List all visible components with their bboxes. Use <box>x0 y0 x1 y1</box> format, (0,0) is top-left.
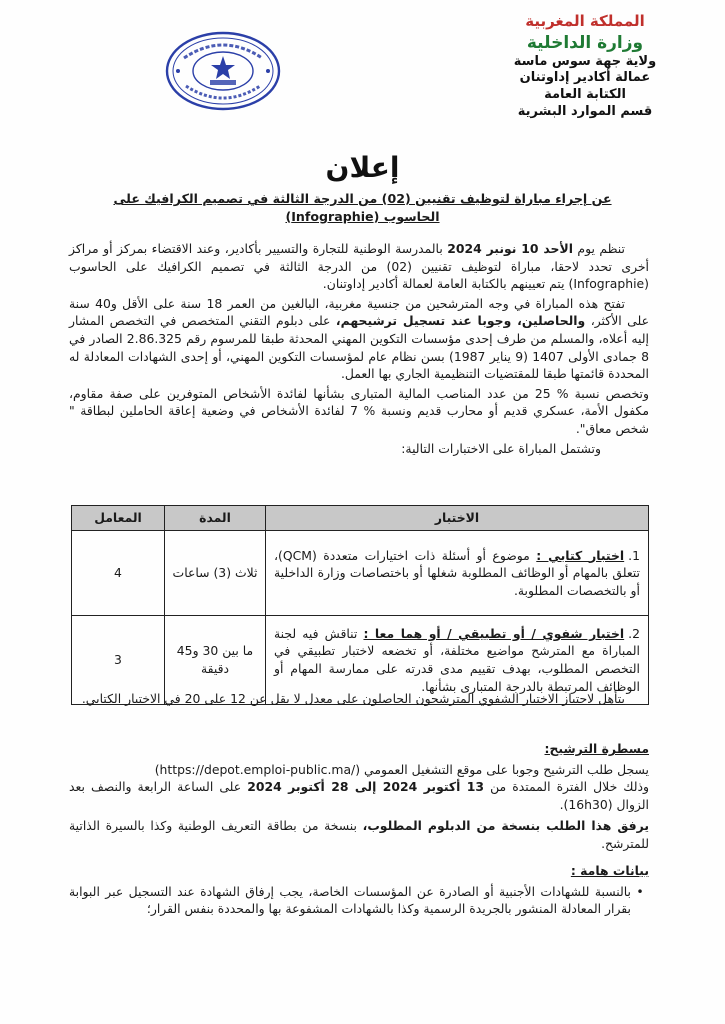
announcement-subtitle: عن إجراء مباراة لتوظيف تقنيين (02) من الدرجة الثالثة في تصميم الكرافيك على الحاسوب (Infographie) <box>113 191 612 224</box>
test-number: 2. <box>628 625 640 641</box>
intro-section <box>69 240 649 459</box>
paragraph-1 <box>69 240 649 293</box>
official-stamp <box>164 30 282 112</box>
test-title: اختبار كتابي : <box>536 547 625 563</box>
procedure-p2-text-a: وذلك خلال الفترة الممتدة من <box>484 779 650 795</box>
test-cell <box>266 531 649 616</box>
p2-text-a: تفتح هذه المباراة في وجه المترشحين من جنسية مغربية، البالغين من العمر 18 سنة على الأقل و40 سنة على الأكثر، <box>69 295 649 329</box>
issuer-header <box>465 12 705 121</box>
exam-date: الأحد 10 نونبر 2024 <box>447 241 573 256</box>
list-item <box>69 883 649 918</box>
p2-text-b: على دبلوم التقني المتخصص في التخصص المشار إليه أعلاه، والمسلم من طرف إحدى مؤسسات التكوين المهني المحدثة طبقا للمرسوم رقم 2.86.325 الصادر في 8 جمادى الأولى 1407 (9 يناير 1987) بسن نظام عام لمؤسسات التكوين المهني، أو إحدى الشهادات المعادلة له المحددة قائمتها طبقا للمقتضيات التنظيمية الجاري بها العمل. <box>69 313 649 382</box>
procedure-section <box>69 740 649 853</box>
page-title: إعلان <box>325 151 400 184</box>
test-description: تناقش فيه لجنة المباراة مع المترشح مواضيع مختلفة، أو تخضعه لاختبار تطبيقي في التخصص المطلوب، بهدف تقييم مدى قدرته على ممارسة المهام أو الوظائف المرتبطة بالدرجة المتبارى بشأنها. <box>274 625 640 694</box>
wilaya-line: ولاية جهة سوس ماسة <box>513 53 657 69</box>
procedure-p3-bold: يرفق هذا الطلب بنسخة من الدبلوم المطلوب، <box>362 818 649 834</box>
coefficient-cell: 4 <box>72 531 165 616</box>
test-number: 1. <box>628 547 641 563</box>
ministry-line: وزارة الداخلية <box>526 32 644 53</box>
secretariat-line: الكتابة العامة <box>544 87 626 103</box>
paragraph-3: وتخصص نسبة % 25 من عدد المناصب المالية المتبارى بشأنها لفائدة الأشخاص المتوفرين على صفة مقاوم، مكفول الأمة، عسكري قديم أو محارب قديم ونسبة % 7 لفائدة الأشخاص في وضعية إعاقة الحاملين لبطاقة " شخص معاق". <box>69 385 649 437</box>
procedure-p1-text: يسجل طلب الترشيح وجوبا على موقع التشغيل العمومي <box>360 761 649 777</box>
test-title: اختبار شفوي / أو تطبيقي / أو هما معا : <box>363 625 625 641</box>
header-duration: المدة <box>165 506 266 531</box>
table-row <box>72 531 649 616</box>
paragraph-4: وتشتمل المباراة على الاختبارات التالية: <box>401 440 601 456</box>
application-url: (https://depot.emploi-public.ma/) <box>154 761 361 777</box>
paragraph-2 <box>69 295 649 383</box>
table-header-row <box>72 506 649 531</box>
p1-text-b: بالمدرسة الوطنية للتجارة والتسيير بأكادير، وعند الاقتضاء بمركز أو مراكز أخرى تحدد لاحقا، مباراة لتوظيف تقنيين (02) من الدرجة الثالثة في تصميم الكرافيك على الحاسوب (Infographie) يتم تعيينهم بالكتابة العامة لعمالة أكادير إداوتنان. <box>69 241 650 292</box>
header-test: الاختبار <box>266 506 649 531</box>
procedure-p2-text-b: على الساعة الرابعة والنصف بعد الزوال (16h30). <box>69 779 649 812</box>
qualification-note <box>69 690 649 708</box>
notes-section <box>69 862 649 918</box>
exams-table <box>71 505 649 705</box>
qualification-text: يتأهل لاجتياز الاختبار الشفوي المترشحون الحاصلون على معدل لا يقل عن 12 على 20 في الاختبار الكتابي. <box>81 691 625 706</box>
notes-title: بيانات هامة : <box>570 863 649 878</box>
hr-division-line: قسم الموارد البشرية <box>517 104 653 120</box>
p1-text-a: تنظم يوم <box>572 241 625 256</box>
procedure-p1 <box>69 761 649 779</box>
p2-bold-text: والحاصلين، وجوبا عند تسجيل ترشيحهم، <box>335 313 586 329</box>
duration-cell: ثلاث (3) ساعات <box>165 531 266 616</box>
application-period: 13 أكتوبر 2024 إلى 28 أكتوبر 2024 <box>247 779 485 795</box>
duration-cell: ما بين 30 و45 دقيقة <box>165 616 266 705</box>
kingdom-line: المملكة المغربية <box>525 12 645 30</box>
procedure-p3-text: بنسخة من بطاقة التعريف الوطنية وكذا بالسيرة الذاتية للمترشح. <box>69 818 649 852</box>
prefecture-line: عمالة أكادير إداوتنان <box>519 70 651 86</box>
procedure-p2 <box>69 778 649 813</box>
coefficient-cell: 3 <box>72 616 165 705</box>
note-text: بالنسبة للشهادات الأجنبية أو الصادرة عن المؤسسات الخاصة، يجب إرفاق الشهادة عند التسجيل عبر البوابة بقرار المعادلة المنشور بالجريدة الرسمية وكذا بالشهادات المشفوعة بها والمحددة بنفس القرار؛ <box>69 883 631 917</box>
test-description: موضوع أو أسئلة ذات اختيارات متعددة (QCM)، تتعلق بالمهام أو الوظائف المطلوبة شغلها أو باختصاصات وزارة الداخلية أو بالتخصصات المطلوبة. <box>274 547 640 598</box>
header-coefficient: المعامل <box>72 506 165 531</box>
bullet-icon: • <box>636 883 644 899</box>
procedure-p3 <box>69 817 649 852</box>
procedure-title: مسطرة الترشيح: <box>544 741 649 756</box>
